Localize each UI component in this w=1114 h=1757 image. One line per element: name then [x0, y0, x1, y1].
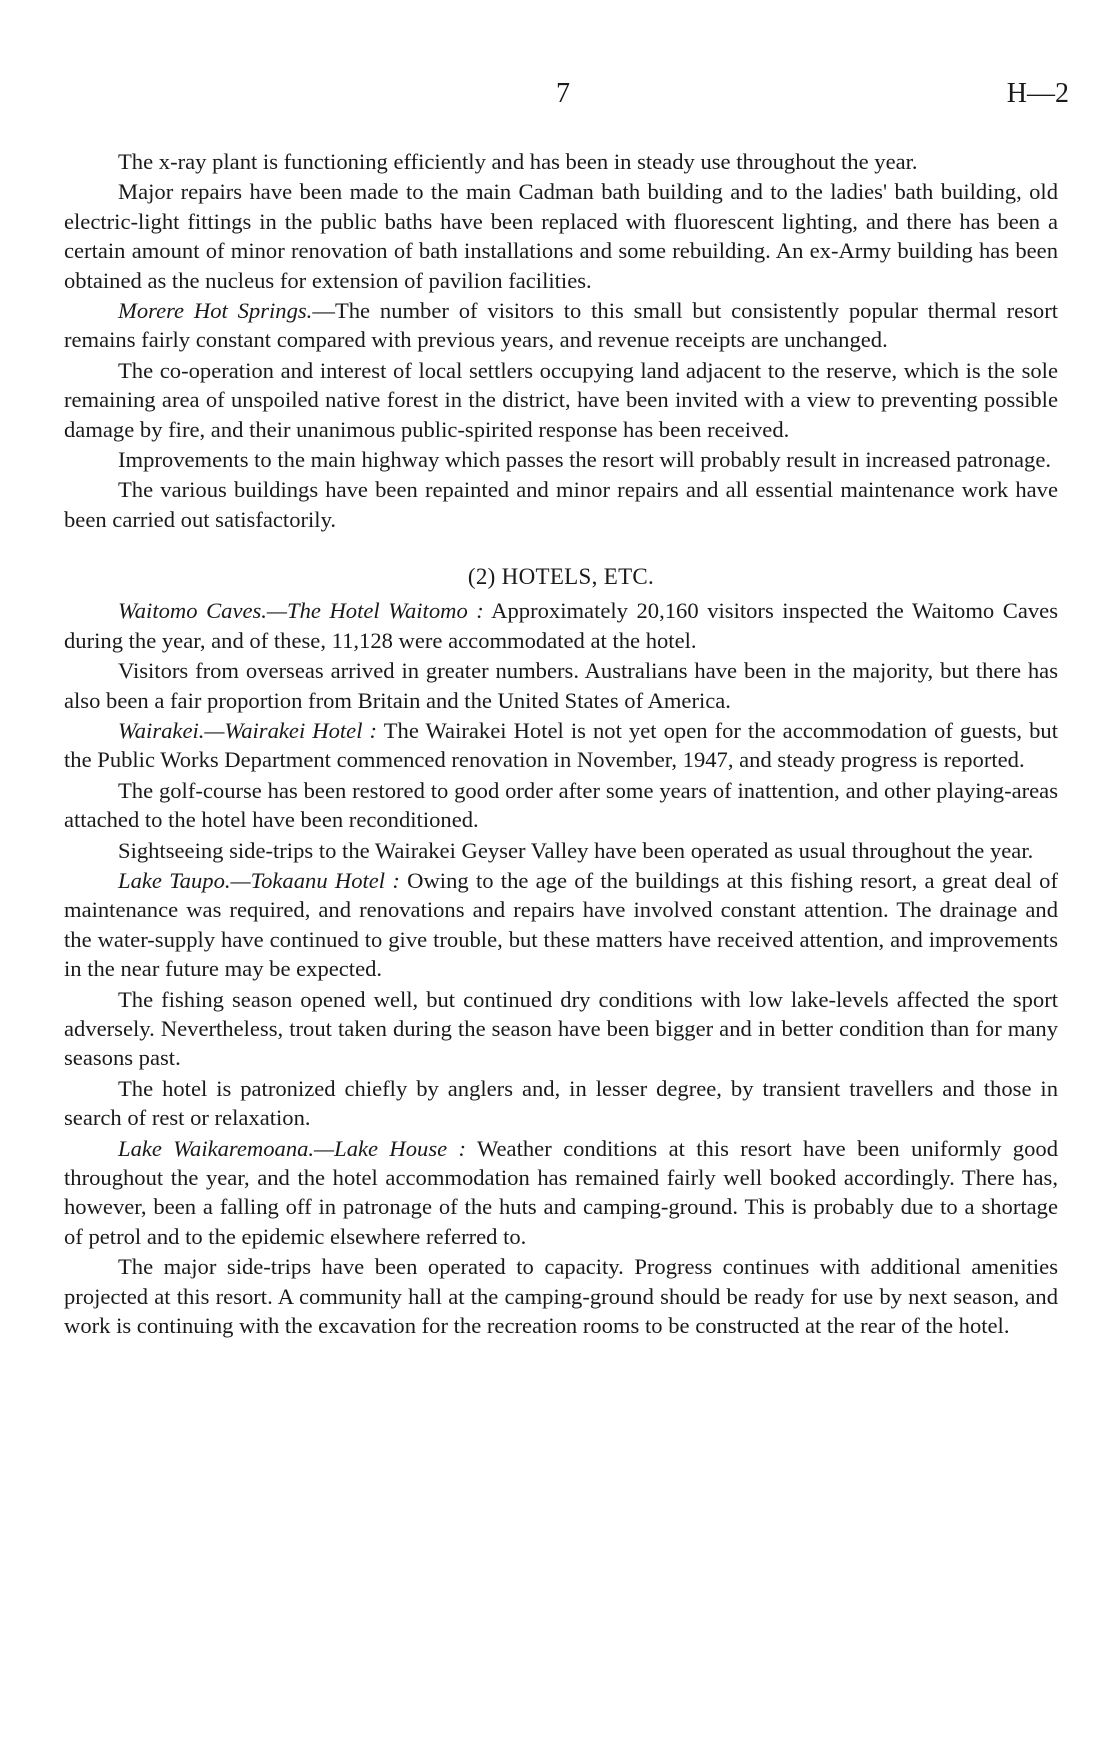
paragraph-text: The major side-trips have been operated to capacity. Progress continues with additional amenities projected at this resort. A community hall at the camping-ground should be ready for use by next season, and work is continuing with the excavation for the recreation rooms to be constructed at the rear of the hotel.	[64, 1254, 1058, 1339]
paragraph	[64, 716, 1058, 775]
paragraph-text: The golf-course has been restored to good order after some years of inattention, and other playing-areas attached to the hotel have been reconditioned.	[64, 777, 1058, 833]
paragraph	[64, 1134, 1058, 1252]
paragraph-lead: Wairakei.—Wairakei Hotel :	[118, 717, 378, 743]
paragraph	[64, 985, 1058, 1073]
section-heading: (2) HOTELS, ETC.	[467, 564, 655, 590]
paragraph-lead: Lake Taupo.—Tokaanu Hotel :	[118, 867, 400, 893]
paragraph-text: The co-operation and interest of local settlers occupying land adjacent to the reserve, which is the sole remaining area of unspoiled native forest in the district, have been invited with a view to preventing possible damage by fire, and their unanimous public-spirited response has been received.	[64, 357, 1058, 442]
paragraph	[64, 475, 1058, 534]
paragraph-text: Major repairs have been made to the main Cadman bath building and to the ladies' bath building, old electric-light fittings in the public baths have been replaced with fluorescent lighting, and there has been a certain amount of minor renovation of bath installations and some rebuilding. An ex-Army building has been obtained as the nucleus for extension of pavilion facilities.	[64, 179, 1058, 293]
paragraph	[64, 836, 1058, 865]
paragraph-text: The hotel is patronized chiefly by anglers and, in lesser degree, by transient travellers and those in search of rest or relaxation.	[64, 1075, 1058, 1131]
paragraph-text: Sightseeing side-trips to the Wairakei Geyser Valley have been operated as usual throughout the year.	[118, 837, 1034, 863]
body-text	[64, 147, 1058, 1341]
paragraph-lead: Morere Hot Springs.	[118, 298, 313, 324]
paragraph	[64, 147, 1058, 176]
paragraph-text: The fishing season opened well, but continued dry conditions with low lake-levels affected the sport adversely. Nevertheless, trout taken during the season have been bigger and in better condition than for many seasons past.	[64, 986, 1058, 1071]
paragraph-text: Visitors from overseas arrived in greater numbers. Australians have been in the majority, but there has also been a fair proportion from Britain and the United States of America.	[64, 658, 1058, 713]
paragraph	[64, 776, 1058, 835]
page-number: 7	[556, 78, 570, 109]
paragraph	[64, 866, 1058, 984]
paragraph-text: The x-ray plant is functioning efficiently and has been in steady use throughout the year.	[118, 149, 918, 174]
paragraph-text: —The number of visitors to this small but consistently popular thermal resort remains fairly constant compared with previous years, and revenue receipts are unchanged.	[64, 298, 1059, 353]
paragraph	[64, 356, 1058, 444]
paragraph	[64, 296, 1058, 355]
paragraph-text: Owing to the age of the buildings at this fishing resort, a great deal of maintenance was required, and renovations and repairs have involved constant attention. The drainage and the water-supply have continued to give trouble, but these matters have received attention, and improvements in the near future may be expected.	[64, 867, 1058, 982]
paragraph	[64, 445, 1058, 474]
paragraph-text: Improvements to the main highway which passes the resort will probably result in increased patronage.	[118, 447, 1051, 473]
paragraph-text: The various buildings have been repainted and minor repairs and all essential maintenance work have been carried out satisfactorily.	[64, 477, 1058, 532]
paragraph-text: Weather conditions at this resort have been uniformly good throughout the year, and the hotel accommodation has remained fairly well booked accordingly. There has, however, been a falling off in patronage of the huts and camping-ground. This is probably due to a shortage of petrol and to the epidemic elsewhere referred to.	[64, 1135, 1058, 1249]
paragraph-lead: Waitomo Caves.—The Hotel Waitomo :	[118, 598, 484, 624]
paragraph-text: Approximately 20,160 visitors inspected the Waitomo Caves during the year, and of these, 11,128 were accommodated at the hotel.	[64, 598, 1058, 653]
paragraph-lead: Lake Waikaremoana.—Lake House :	[118, 1135, 467, 1161]
document-reference: H—2	[1006, 78, 1069, 109]
paragraph	[64, 1252, 1058, 1340]
paragraph	[64, 656, 1058, 715]
paragraph	[64, 596, 1058, 655]
page-header	[0, 78, 1114, 118]
paragraph-text: The Wairakei Hotel is not yet open for the accommodation of guests, but the Public Works Department commenced renovation in November, 1947, and steady progress is reported.	[64, 717, 1058, 773]
paragraph	[64, 177, 1058, 295]
paragraph	[64, 1074, 1058, 1133]
